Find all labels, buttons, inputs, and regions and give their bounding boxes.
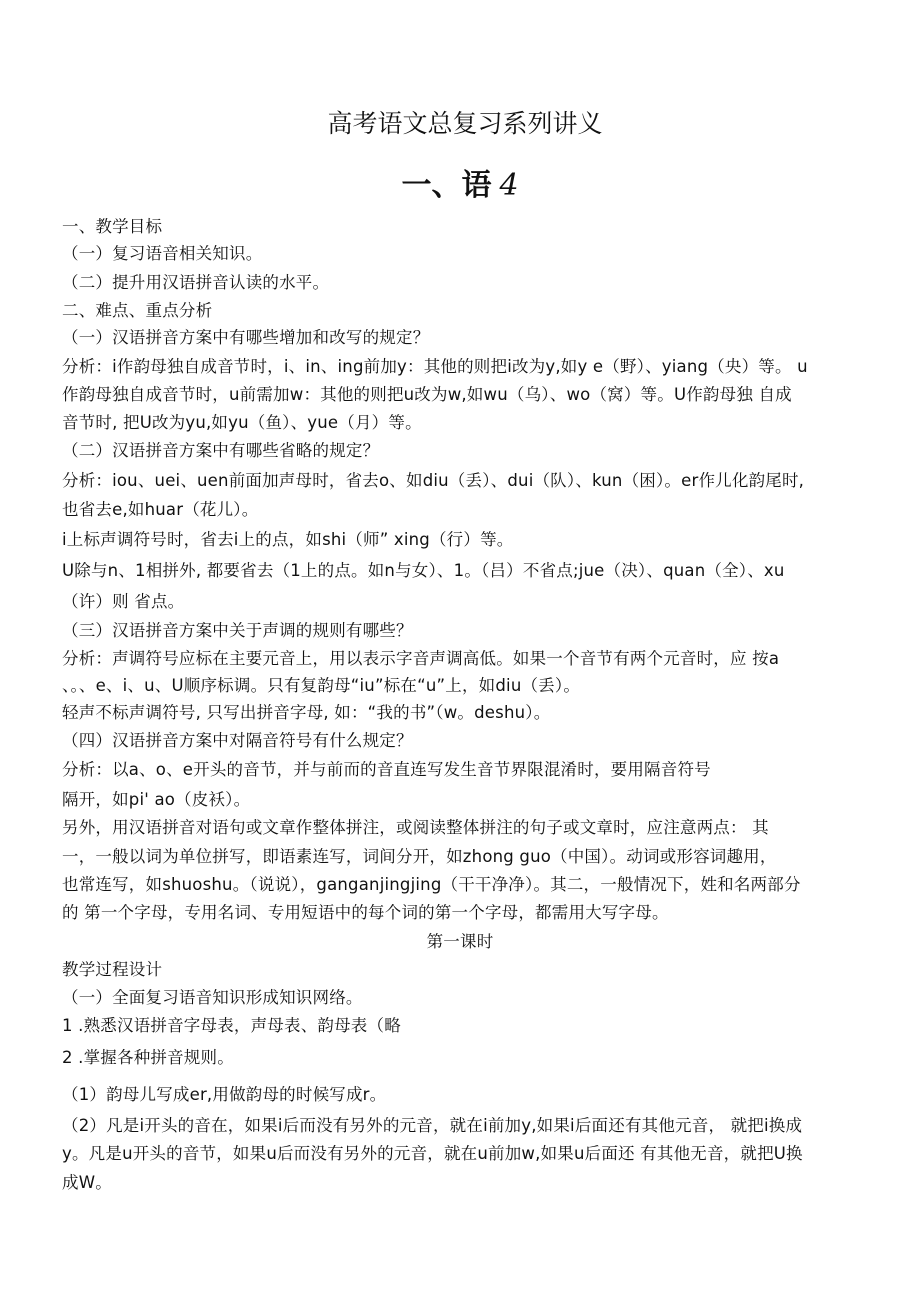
text-line: 二、难点、重点分析: [62, 301, 213, 320]
text-line: 一、教学目标: [62, 217, 163, 236]
text-line: i上标声调符号时，省去i上的点，如shi（师” xing（行）等。: [62, 530, 514, 549]
text-line: （一）复习语音相关知识。: [62, 244, 263, 263]
text-line: 的 第一个字母，专用名词、专用短语中的每个词的第一个字母，都需用大写字母。: [62, 903, 669, 922]
text-line: 也常连写，如shuoshu。（说说），ganganjingjing（干干净净）。其二，一般情况下，姓和名两部分: [62, 875, 801, 894]
text-line: （二）提升用汉语拼音认读的水平。: [62, 273, 330, 292]
text-line: （二）汉语拼音方案中有哪些省略的规定？: [62, 441, 380, 460]
text-line: （2）凡是i开头的音在，如果i后而没有另外的元音，就在i前加y,如果i后面还有其他元音， 就把i换成: [62, 1116, 803, 1135]
text-line: 轻声不标声调符号, 只写出拼音字母, 如：“我的书”（w。deshu）。: [62, 703, 551, 722]
text-line: 分析：i作韵母独自成音节时，i、in、ing前加y：其他的则把i改为y,如y e（野）、yiang（央）等。 u: [62, 357, 808, 376]
section-heading-number: 4: [499, 168, 519, 203]
text-line: 1 .熟悉汉语拼音字母表，声母表、韵母表（略: [62, 1016, 401, 1035]
text-line: （1）韵母儿写成er,用做韵母的时候写成r。: [62, 1085, 387, 1104]
section-heading-text: 一、语: [401, 168, 492, 203]
text-line: 2 .掌握各种拼音规则。: [62, 1048, 234, 1067]
text-line: （许）则 省点。: [62, 592, 185, 611]
section-heading: [0, 160, 920, 204]
text-line: 一，一般以词为单位拼写，即语素连写，词间分开，如zhong guo（中国）。动词或形容词趣用，: [62, 847, 777, 866]
document-title: 高考语文总复习系列讲义: [327, 109, 603, 138]
text-line: 分析：以a、o、e开头的音节，并与前而的音直连写发生音节界限混淆时，要用隔音符号: [62, 760, 711, 779]
text-line: （一）全面复习语音知识形成知识网络。: [62, 988, 363, 1007]
text-line: （一）汉语拼音方案中有哪些增加和改写的规定？: [62, 328, 430, 347]
text-line: 作韵母独自成音节时，u前需加w：其他的则把u改为w,如wu（乌）、wo（窝）等。U作韵母独 自成: [62, 385, 792, 404]
text-line: 分析：iou、uei、uen前面加声母时，省去o、如diu（丢）、dui（队）、kun（困）。er作儿化韵尾时,: [62, 471, 805, 490]
text-line: 另外，用汉语拼音对语句或文章作整体拼注，或阅读整体拼注的句子或文章时，应注意两点： 其: [62, 818, 769, 837]
text-line: y。凡是u开头的音节，如果u后而没有另外的元音，就在u前加w,如果u后面还 有其他无音，就把U换: [62, 1144, 803, 1163]
text-line: 隔开，如pi' ao（皮袄）。: [62, 790, 251, 809]
lesson-heading: 第一课时: [426, 932, 494, 951]
text-line: 也省去e,如huar（花儿）。: [62, 500, 259, 519]
text-line: （三）汉语拼音方案中关于声调的规则有哪些？: [62, 621, 413, 640]
text-line: 分析：声调符号应标在主要元音上，用以表示字音声调高低。如果一个音节有两个元音时，应 按a: [62, 649, 780, 668]
text-line: （四）汉语拼音方案中对隔音符号有什么规定？: [62, 731, 413, 750]
text-line: 、。、e、i、u、U顺序标调。只有复韵母“iu”标在“u”上，如diu（丢）。: [62, 676, 581, 695]
text-line: 音节时, 把U改为yu,如yu（鱼）、yue（月）等。: [62, 413, 422, 432]
text-line: 教学过程设计: [62, 960, 163, 979]
text-line: U除与n、1相拼外, 都要省去（1上的点。如n与女）、1。（吕）不省点;jue（决）、quan（全）、xu: [62, 561, 785, 580]
text-line: 成W。: [62, 1173, 112, 1192]
